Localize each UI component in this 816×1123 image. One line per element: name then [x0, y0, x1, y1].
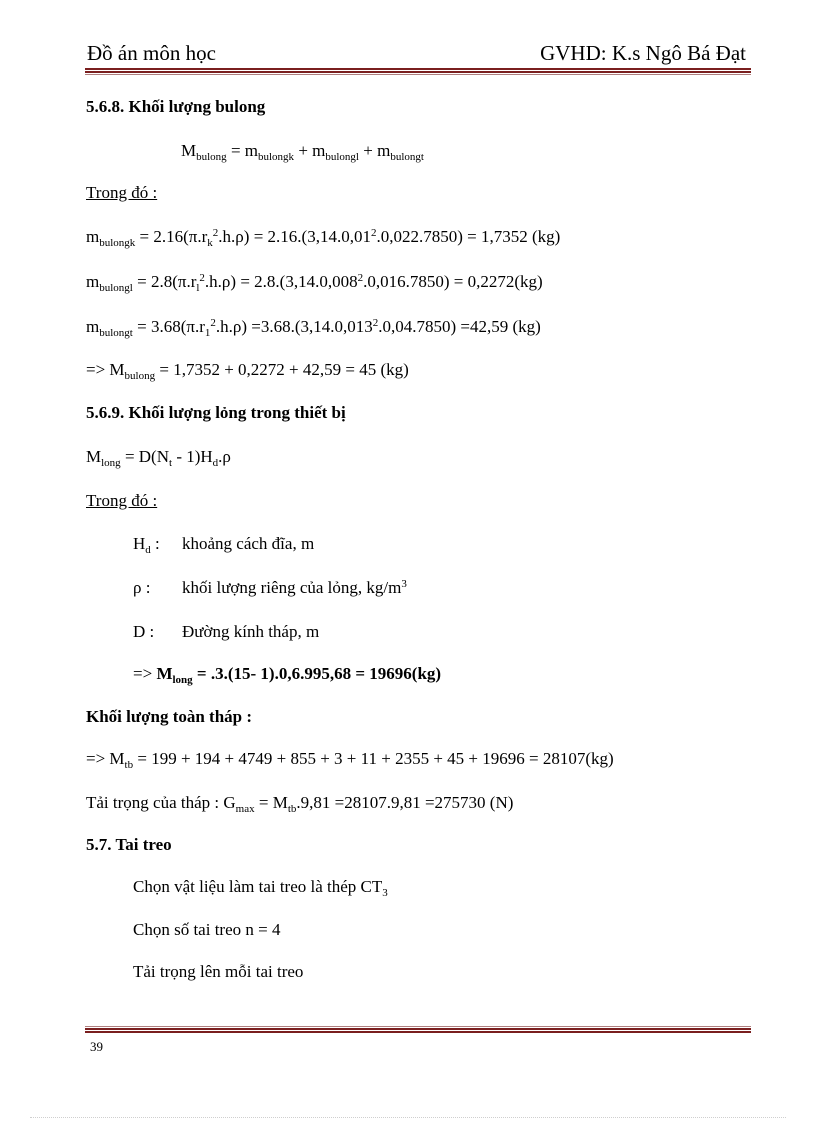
text-chon-so-tai-treo: Chọn số tai treo n = 4 [133, 920, 281, 939]
equation-m-bulong: $M_{bulong} = m_{bulongk} + m_{bulongl} + m_{bulongt}$ [181, 141, 424, 163]
heading-khoi-luong-toan-thap: Khối lượng toàn tháp : [86, 707, 253, 726]
page-bottom-dotted-edge [30, 1117, 786, 1118]
section-heading-5-6-9: 5.6.9. Khối lượng lỏng trong thiết bị [86, 403, 346, 422]
page-number: 39 [90, 1039, 103, 1054]
trong-do-label-2: Trong đó : [86, 491, 158, 510]
equation-m-bulongt: $m_{bulongt} = 3.68(\pi.r_1^2.h.\rho) =3.68.(3,14.0,013^2.0,04.7850) =42,59$ (kg) [86, 317, 541, 339]
equation-m-bulong-total: => $M_{bulong} = 1,7352 + 0,2272 + 42,59 = 45$ (kg) [86, 360, 409, 382]
def-d-symbol: D : [133, 622, 155, 641]
equation-m-bulongk: $m_{bulongk} = 2.16(\pi.r_k^2.h.\rho) = 2.16.(3,14.0,01^2.0,022.7850) = 1,7352$ (kg) [86, 227, 561, 249]
header-rule [85, 68, 751, 75]
section-heading-5-7: 5.7. Tai treo [86, 835, 172, 854]
section-heading-5-6-8: 5.6.8. Khối lượng bulong [86, 97, 266, 116]
footer-rule [85, 1026, 751, 1033]
def-rho-desc: khối lượng riêng của lỏng, $kg/m^3$ [182, 578, 407, 597]
header-right: GVHD: K.s Ngô Bá Đạt [540, 41, 746, 65]
text-chon-vat-lieu: Chọn vật liệu làm tai treo là thép $CT_3$ [133, 877, 388, 899]
trong-do-label-1: Trong đó : [86, 183, 158, 202]
equation-m-long-result: => $M_{long} = .3.(15-$ 1).0,6.995,68 = 19696(kg) [133, 664, 442, 686]
equation-m-tb: => $M_{tb} = 199 + 194 + 4749 + 855 + 3 + 11 + 2355 + 45 + 19696 = 28107(kg)$ [86, 749, 614, 771]
header-left: Đồ án môn học [87, 41, 216, 65]
def-hd-symbol: $H_d$ : [133, 534, 160, 556]
text-tai-trong-moi-tai-treo: Tải trọng lên mỗi tai treo [133, 962, 304, 981]
equation-m-long: $M_{long} = D(N_t - 1)H_d.\rho$ [86, 447, 231, 469]
def-rho-symbol: ρ : [133, 578, 151, 597]
def-hd-desc: khoảng cách đĩa, m [182, 534, 315, 553]
equation-tai-trong: Tải trọng của tháp : $G_{max} = M_{tb}.9,81 =28107.9,81 =275730$ (N) [86, 793, 514, 815]
def-d-desc: Đường kính tháp, m [182, 622, 320, 641]
equation-m-bulongl: $m_{bulongl} = 2.8(\pi.r_l^2.h.\rho) = 2.8.(3,14.0,008^2.0,016.7850) = 0,2272(kg)$ [86, 272, 543, 294]
